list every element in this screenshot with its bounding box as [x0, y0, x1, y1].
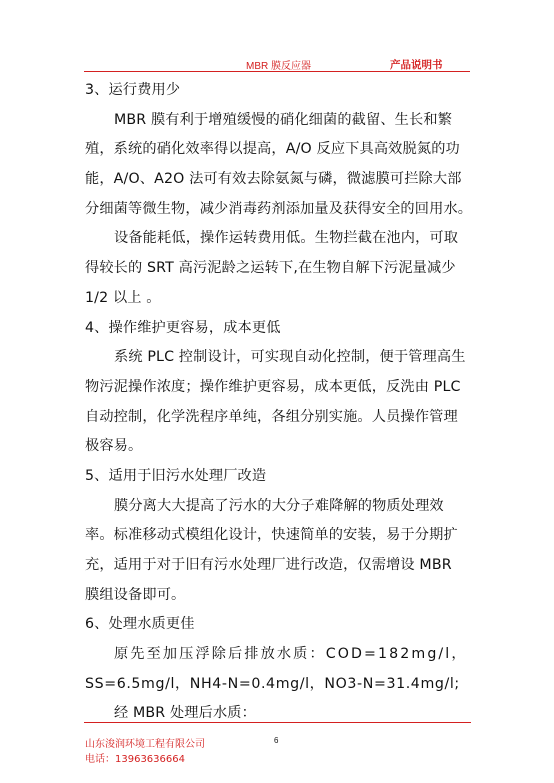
- footer-company: 山东浚润环境工程有限公司: [85, 739, 205, 750]
- paragraph-line: 充，适用于对于旧有污水处理厂进行改造，仅需增设 MBR: [85, 557, 452, 573]
- paragraph-line: 殖，系统的硝化效率得以提高，A/O 反应下具高效脱氮的功: [85, 141, 460, 158]
- paragraph-line: 得较长的 SRT 高污泥龄之运转下,在生物自解下污泥量减少: [85, 260, 456, 277]
- paragraph-line: 膜分离大大提高了污水的大分子难降解的物质处理效: [114, 497, 444, 514]
- paragraph-line: 自动控制，化学洗程序单纯，各组分别实施。人员操作管理: [85, 408, 458, 425]
- paragraph-line: 原先至加压浮除后排放水质：COD=182mg/l，: [114, 646, 468, 663]
- paragraph-line: 膜组设备即可。: [85, 586, 186, 603]
- page-number: 6: [274, 736, 279, 745]
- paragraph-line: MBR 膜有利于增殖缓慢的硝化细菌的截留、生长和繁: [114, 111, 453, 128]
- paragraph-line: 设备能耗低，操作运转费用低。生物拦截在池内，可取: [114, 230, 459, 247]
- paragraph-line: 极容易。: [85, 438, 143, 455]
- paragraph-line: 经 MBR 处理后水质：: [114, 705, 256, 722]
- paragraph-line: 分细菌等微生物，减少消毒药剂添加量及获得安全的回用水。: [85, 200, 473, 217]
- footer-phone: 电话：13963636664: [85, 754, 185, 765]
- header-product-name: MBR 膜反应器: [246, 61, 311, 72]
- section-heading-3: 3、运行费用少: [85, 82, 181, 98]
- paragraph-line: 系统 PLC 控制设计，可实现自动化控制，便于管理高生: [114, 349, 466, 366]
- paragraph-line: 1/2 以上 。: [85, 289, 161, 306]
- header-doc-type: 产品说明书: [390, 59, 443, 71]
- paragraph-line: 率。标准移动式模组化设计，快速简单的安装，易于分期扩: [85, 527, 458, 544]
- header-divider: [84, 71, 470, 72]
- paragraph-line: SS=6.5mg/l，NH4-N=0.4mg/l，NO3-N=31.4mg/l;: [85, 675, 460, 692]
- document-body: [85, 76, 477, 729]
- footer-divider: [84, 722, 471, 723]
- paragraph-line: 物污泥操作浓度；操作维护更容易，成本更低，反洗由 PLC: [85, 378, 461, 395]
- section-heading-5: 5、适用于旧污水处理厂改造: [85, 467, 267, 484]
- section-heading-4: 4、操作维护更容易，成本更低: [85, 319, 281, 336]
- paragraph-line: 能，A/O、A2O 法可有效去除氨氮与磷，微滤膜可拦除大部: [85, 171, 462, 188]
- section-heading-6: 6、处理水质更佳: [85, 616, 195, 633]
